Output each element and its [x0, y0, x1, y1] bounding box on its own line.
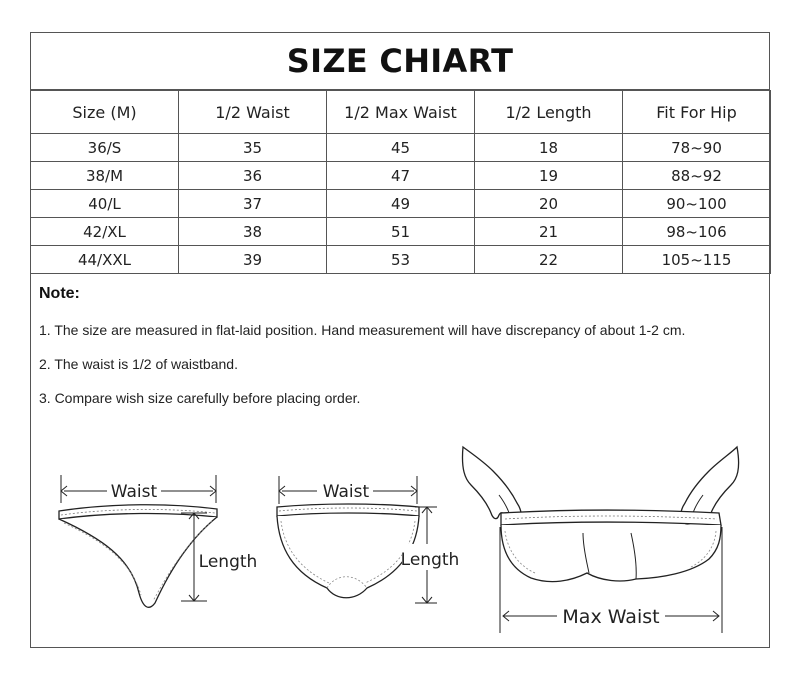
table-cell: 90~100	[623, 190, 771, 218]
table-cell: 35	[179, 134, 327, 162]
table-cell: 37	[179, 190, 327, 218]
table-cell: 19	[475, 162, 623, 190]
table-cell: 47	[327, 162, 475, 190]
table-cell: 21	[475, 218, 623, 246]
table-cell: 42/XL	[31, 218, 179, 246]
column-header-half-waist: 1/2 Waist	[179, 91, 327, 134]
column-header-fit-for-hip: Fit For Hip	[623, 91, 771, 134]
table-cell: 51	[327, 218, 475, 246]
table-cell: 45	[327, 134, 475, 162]
thong-waist-label: Waist	[110, 482, 158, 502]
stretch-diagram	[462, 447, 738, 633]
column-header-size: Size (M)	[31, 91, 179, 134]
table-cell: 38/M	[31, 162, 179, 190]
table-cell: 49	[327, 190, 475, 218]
note-line-1: 1. The size are measured in flat-laid position. Hand measurement will have discrepancy of about 1-2 cm.	[39, 322, 686, 338]
table-cell: 38	[179, 218, 327, 246]
table-cell: 40/L	[31, 190, 179, 218]
table-cell: 44/XXL	[31, 246, 179, 274]
table-cell: 53	[327, 246, 475, 274]
thong-length-label: Length	[198, 552, 258, 572]
brief-waist-label: Waist	[322, 482, 370, 502]
measurement-diagrams	[31, 33, 769, 647]
size-chart-frame	[30, 32, 770, 648]
note-title: Note:	[39, 285, 80, 302]
table-cell: 88~92	[623, 162, 771, 190]
note-line-3: 3. Compare wish size carefully before placing order.	[39, 390, 361, 406]
table-cell: 39	[179, 246, 327, 274]
column-header-half-length: 1/2 Length	[475, 91, 623, 134]
max-waist-label: Max Waist	[562, 606, 660, 628]
page-title: SIZE CHIART	[31, 33, 769, 90]
brief-length-label: Length	[400, 550, 460, 570]
table-cell: 78~90	[623, 134, 771, 162]
column-header-half-max-waist: 1/2 Max Waist	[327, 91, 475, 134]
brief-diagram	[277, 476, 462, 603]
table-cell: 20	[475, 190, 623, 218]
thong-diagram	[59, 475, 261, 607]
table-cell: 22	[475, 246, 623, 274]
table-cell: 98~106	[623, 218, 771, 246]
table-cell: 105~115	[623, 246, 771, 274]
table-cell: 18	[475, 134, 623, 162]
note-line-2: 2. The waist is 1/2 of waistband.	[39, 356, 238, 372]
table-cell: 36/S	[31, 134, 179, 162]
table-cell: 36	[179, 162, 327, 190]
